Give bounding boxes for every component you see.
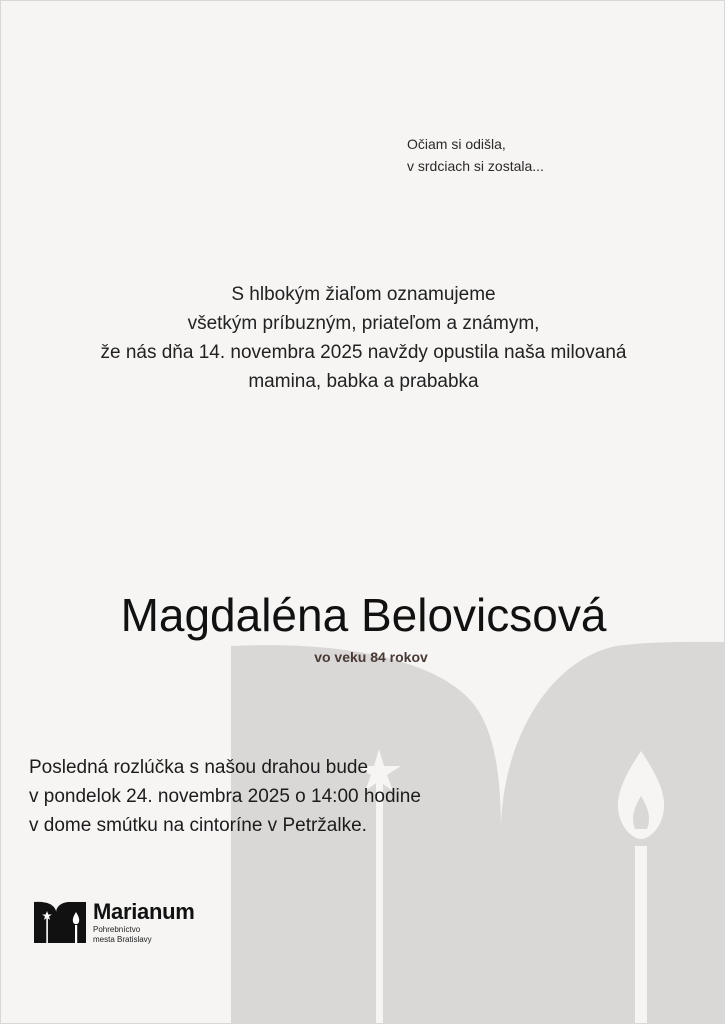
announcement-line: S hlbokým žiaľom oznamujeme	[231, 284, 496, 305]
deceased-name: Magdaléna Belovicsová	[120, 589, 607, 641]
motto-line: Očiam si odišla,	[407, 136, 506, 152]
announcement-line: všetkým príbuzným, priateľom a známym,	[187, 313, 540, 334]
marianum-logo-icon	[34, 899, 86, 943]
logo-name: Marianum	[93, 899, 195, 924]
announcement-line: mamina, babka a prababka	[248, 371, 479, 392]
logo-subtitle: Pohrebníctvo	[93, 925, 141, 934]
marianum-watermark-icon	[1, 1, 725, 1024]
farewell-line: Posledná rozlúčka s našou drahou bude	[29, 757, 369, 778]
farewell-info	[29, 753, 421, 840]
logo-subtitle: mesta Bratislavy	[93, 935, 152, 944]
farewell-line: v dome smútku na cintoríne v Petržalke.	[29, 815, 367, 836]
deceased-age: vo veku 84 rokov	[314, 649, 428, 665]
marianum-logo	[34, 899, 195, 945]
farewell-line: v pondelok 24. novembra 2025 o 14:00 hodine	[29, 786, 421, 807]
announcement	[1, 280, 725, 396]
logo-text	[93, 899, 195, 945]
motto	[407, 133, 544, 177]
announcement-line: že nás dňa 14. novembra 2025 navždy opustila naša milovaná	[100, 342, 627, 363]
motto-line: v srdciach si zostala...	[407, 158, 544, 174]
